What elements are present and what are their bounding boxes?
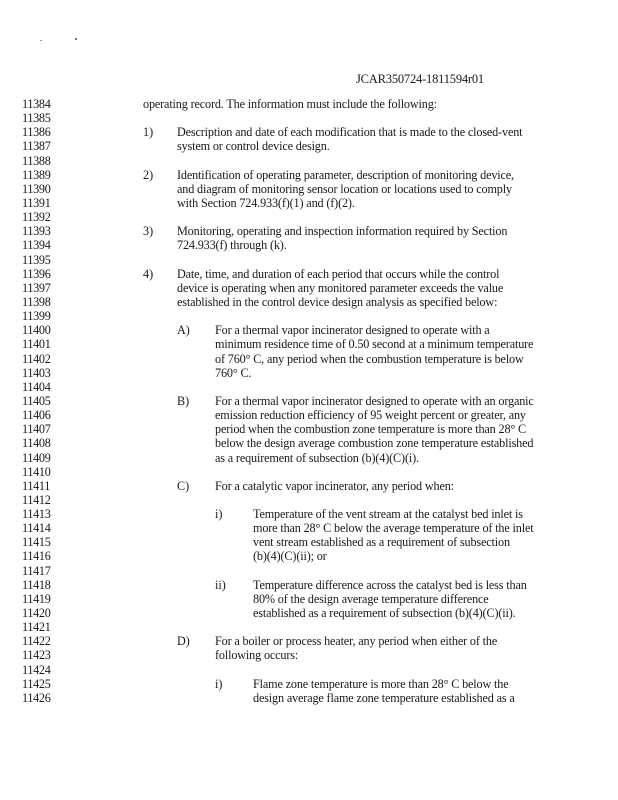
- line-text: For a catalytic vapor incinerator, any period when:: [215, 478, 454, 493]
- list-label: 3): [143, 224, 154, 239]
- line-text: minimum residence time of 0.50 second at a minimum temperature: [215, 337, 534, 352]
- line-text: more than 28° C below the average temperature of the inlet: [253, 521, 534, 536]
- line-text: as a requirement of subsection (b)(4)(C)(i).: [215, 450, 419, 465]
- document-line: [0, 323, 618, 337]
- line-number: 11412: [22, 492, 51, 507]
- document-line: [0, 380, 618, 394]
- line-text: vent stream established as a requirement of subsection: [253, 535, 510, 550]
- document-line: [0, 111, 618, 125]
- document-line: [0, 210, 618, 224]
- line-text: established as a requirement of subsection (b)(4)(C)(ii).: [253, 606, 516, 621]
- document-line: [0, 154, 618, 168]
- document-line: [0, 648, 618, 662]
- scan-speck: [75, 38, 77, 40]
- line-text: For a boiler or process heater, any period when either of the: [215, 634, 498, 649]
- line-text: period when the combustion zone temperature is more than 28° C: [215, 422, 527, 437]
- line-number: 11410: [22, 464, 51, 479]
- line-number: 11420: [22, 606, 51, 621]
- document-line: [0, 493, 618, 507]
- line-text: 760° C.: [215, 365, 252, 380]
- document-line: [0, 479, 618, 493]
- document-line: [0, 253, 618, 267]
- line-text: Monitoring, operating and inspection information required by Section: [177, 224, 508, 239]
- line-number: 11416: [22, 549, 51, 564]
- document-line: [0, 352, 618, 366]
- line-number: 11399: [22, 309, 51, 324]
- line-number: 11407: [22, 422, 51, 437]
- line-text: For a thermal vapor incinerator designed to operate with an organic: [215, 393, 534, 408]
- list-label: D): [177, 634, 190, 649]
- document-line: [0, 139, 618, 153]
- document-line: [0, 281, 618, 295]
- line-number: 11402: [22, 351, 51, 366]
- document-line: [0, 337, 618, 351]
- line-number: 11405: [22, 393, 51, 408]
- line-number: 11424: [22, 662, 51, 677]
- line-number: 11404: [22, 379, 51, 394]
- line-number: 11406: [22, 408, 51, 423]
- line-number: 11390: [22, 181, 51, 196]
- line-number: 11400: [22, 323, 51, 338]
- document-line: [0, 168, 618, 182]
- line-number: 11391: [22, 195, 51, 210]
- line-text: 724.933(f) through (k).: [177, 238, 287, 253]
- line-number: 11421: [22, 620, 51, 635]
- document-line: [0, 422, 618, 436]
- line-number: 11426: [22, 690, 51, 705]
- document-line: [0, 97, 618, 111]
- list-label: C): [177, 478, 190, 493]
- line-number: 11422: [22, 634, 51, 649]
- line-number: 11417: [22, 563, 51, 578]
- line-number: 11418: [22, 577, 51, 592]
- line-number: 11411: [22, 478, 51, 493]
- document-line: [0, 634, 618, 648]
- line-number: 11398: [22, 294, 51, 309]
- document-line: [0, 224, 618, 238]
- line-number: 11408: [22, 436, 51, 451]
- line-text: Temperature of the vent stream at the catalyst bed inlet is: [253, 507, 523, 522]
- line-number: 11384: [22, 97, 51, 111]
- line-number: 11387: [22, 139, 51, 154]
- line-number: 11396: [22, 266, 51, 281]
- document-line: [0, 366, 618, 380]
- document-line: [0, 578, 618, 592]
- document-id: JCAR350724-1811594r01: [356, 72, 484, 86]
- document-line: [0, 535, 618, 549]
- line-number: 11388: [22, 153, 51, 168]
- line-number: 11394: [22, 238, 51, 253]
- document-line: [0, 238, 618, 252]
- line-number: 11403: [22, 365, 51, 380]
- document-line: [0, 436, 618, 450]
- line-text: operating record. The information must include the following:: [143, 97, 437, 111]
- document-line: [0, 606, 618, 620]
- line-text: established in the control device design analysis as specified below:: [177, 294, 498, 309]
- list-label: i): [215, 507, 223, 522]
- line-number: 11409: [22, 450, 51, 465]
- line-text: Temperature difference across the catalyst bed is less than: [253, 577, 527, 592]
- line-number: 11414: [22, 521, 51, 536]
- list-label: i): [215, 676, 223, 691]
- list-label: 1): [143, 125, 154, 140]
- document-line: [0, 196, 618, 210]
- document-line: [0, 507, 618, 521]
- line-text: Date, time, and duration of each period that occurs while the control: [177, 266, 500, 281]
- line-text: Description and date of each modification that is made to the closed-vent: [177, 125, 523, 140]
- document-line: [0, 451, 618, 465]
- line-text: emission reduction efficiency of 95 weight percent or greater, any: [215, 408, 526, 423]
- list-label: 4): [143, 266, 154, 281]
- line-number: 11386: [22, 125, 51, 140]
- line-number: 11415: [22, 535, 51, 550]
- line-number: 11413: [22, 507, 51, 522]
- line-number: 11423: [22, 648, 51, 663]
- line-text: and diagram of monitoring sensor location or locations used to comply: [177, 181, 512, 196]
- document-line: [0, 309, 618, 323]
- list-label: 2): [143, 167, 154, 182]
- line-text: with Section 724.933(f)(1) and (f)(2).: [177, 195, 355, 210]
- document-line: [0, 677, 618, 691]
- line-text: below the design average combustion zone temperature established: [215, 436, 534, 451]
- document-line: [0, 267, 618, 281]
- line-text: Flame zone temperature is more than 28° C below the: [253, 676, 509, 691]
- document-line: [0, 394, 618, 408]
- document-line: [0, 549, 618, 563]
- document-line: [0, 408, 618, 422]
- line-number: 11419: [22, 591, 51, 606]
- line-text: design average flame zone temperature established as a: [253, 690, 515, 705]
- line-text: 80% of the design average temperature difference: [253, 591, 489, 606]
- line-text: Identification of operating parameter, description of monitoring device,: [177, 167, 514, 182]
- line-number: 11401: [22, 337, 51, 352]
- line-number: 11385: [22, 111, 51, 126]
- list-label: B): [177, 393, 190, 408]
- document-line: [0, 663, 618, 677]
- scan-speck: [40, 40, 42, 41]
- list-label: A): [177, 323, 190, 338]
- line-text: following occurs:: [215, 648, 299, 663]
- line-number: 11393: [22, 224, 51, 239]
- line-number: 11425: [22, 676, 51, 691]
- line-number: 11389: [22, 167, 51, 182]
- line-text: (b)(4)(C)(ii); or: [253, 549, 327, 564]
- document-line: [0, 182, 618, 196]
- line-number: 11397: [22, 280, 51, 295]
- line-number: 11392: [22, 210, 51, 225]
- line-text: For a thermal vapor incinerator designed to operate with a: [215, 323, 490, 338]
- line-text: system or control device design.: [177, 139, 330, 154]
- document-line: [0, 295, 618, 309]
- document-line: [0, 564, 618, 578]
- document-line: [0, 521, 618, 535]
- document-line: [0, 592, 618, 606]
- line-number: 11395: [22, 252, 51, 267]
- document-line: [0, 620, 618, 634]
- line-text: of 760° C, any period when the combustion temperature is below: [215, 351, 524, 366]
- document-line: [0, 691, 618, 705]
- list-label: ii): [215, 577, 226, 592]
- document-line: [0, 465, 618, 479]
- line-text: device is operating when any monitored parameter exceeds the value: [177, 280, 504, 295]
- document-line: [0, 125, 618, 139]
